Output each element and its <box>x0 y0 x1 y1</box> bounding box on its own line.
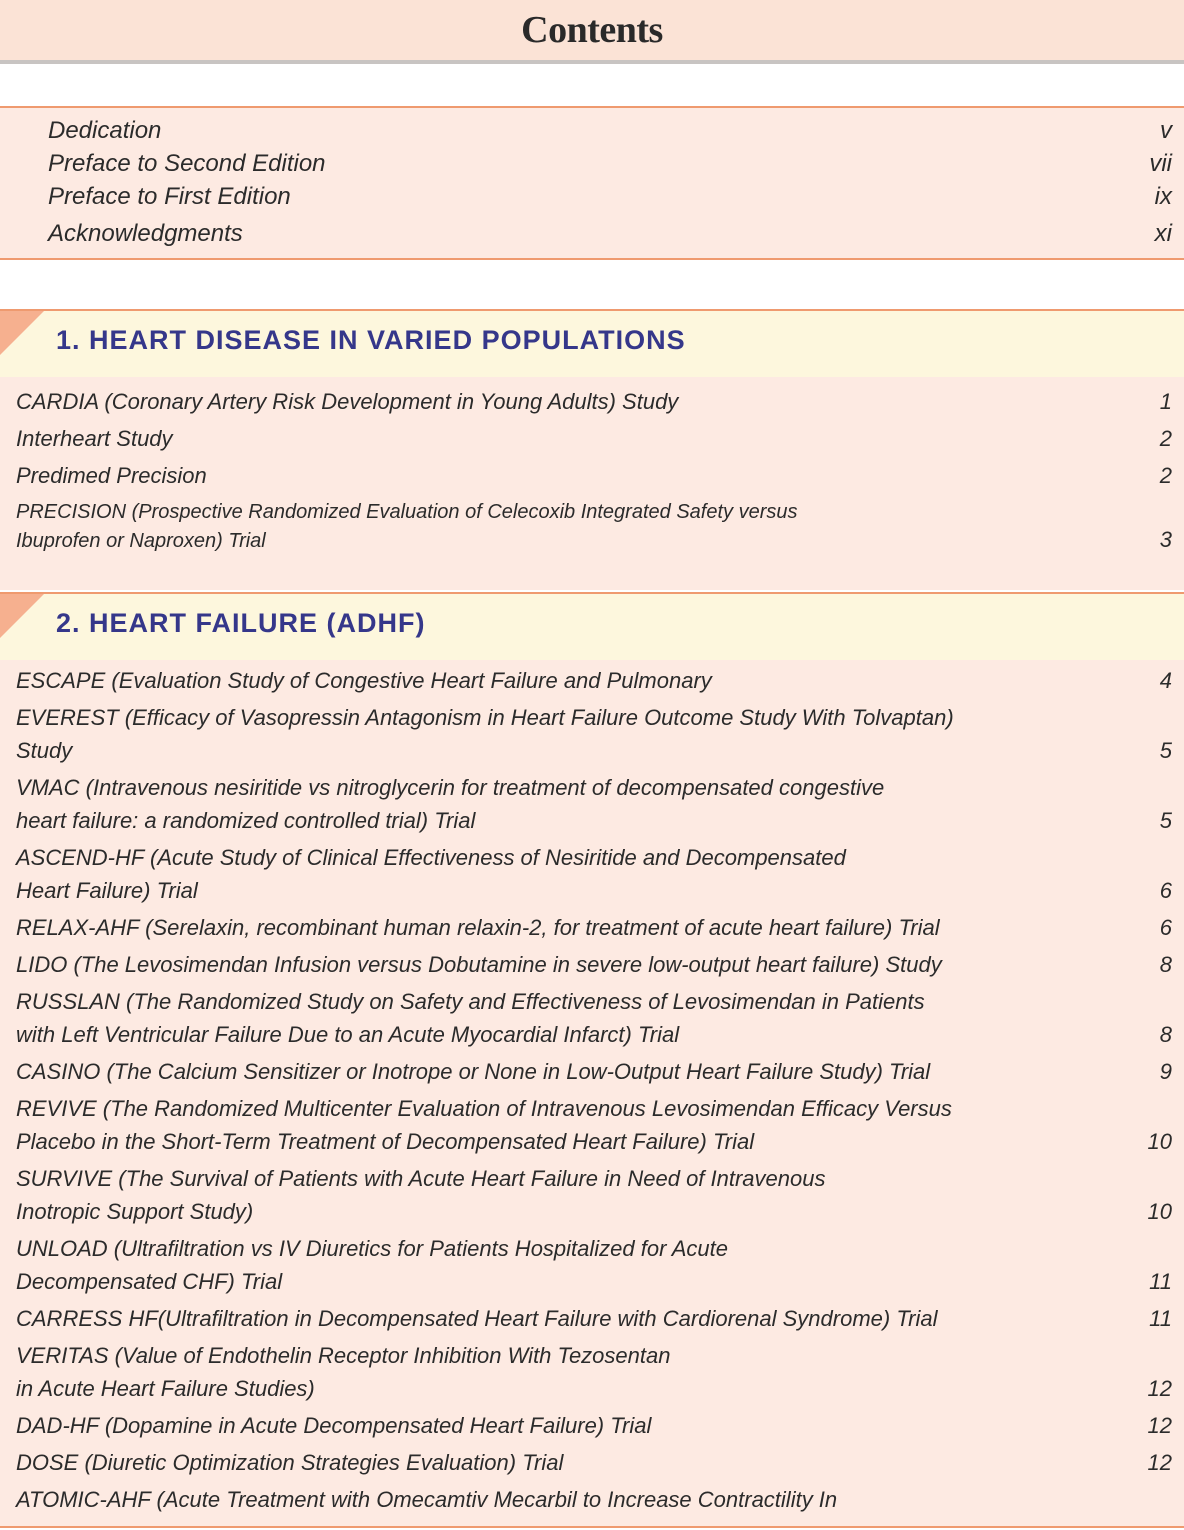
entry-page: v <box>1160 117 1172 144</box>
entry-title-line: PRECISION (Prospective Randomized Evaluation of Celecoxib Integrated Safety versus <box>16 501 798 523</box>
corner-triangle <box>0 311 44 355</box>
corner-triangle <box>0 594 44 638</box>
entry-page: xi <box>1154 220 1172 247</box>
entry-title-line: ESCAPE (Evaluation Study of Congestive Heart Failure and Pulmonary <box>16 668 712 693</box>
toc-entry[interactable] <box>0 948 1184 981</box>
section-title[interactable]: 2. HEART FAILURE (ADHF) <box>56 608 426 638</box>
toc-entry[interactable] <box>0 1483 1184 1516</box>
entry-title-line: Decompensated CHF) Trial <box>16 1269 283 1294</box>
entry-page: 1 <box>1159 389 1172 414</box>
toc-entry[interactable] <box>0 1302 1184 1335</box>
entry-title-line: CASINO (The Calcium Sensitizer or Inotrope or None in Low-Output Heart Failure Study) Trial <box>16 1059 931 1084</box>
entry-title-line: VMAC (Intravenous nesiritide vs nitroglycerin for treatment of decompensated congestive <box>16 775 885 800</box>
toc-entry[interactable] <box>0 1409 1184 1442</box>
entry-page: 4 <box>1159 668 1172 693</box>
toc-entry[interactable] <box>0 1092 1184 1158</box>
toc-entry[interactable] <box>0 385 1184 418</box>
toc-entry[interactable] <box>0 180 1184 213</box>
entry-title-line: CARRESS HF(Ultrafiltration in Decompensated Heart Failure with Cardiorenal Syndrome) Trial <box>16 1306 938 1331</box>
toc-entry[interactable] <box>0 422 1184 455</box>
toc-entry[interactable] <box>0 217 1184 250</box>
toc-entry[interactable] <box>0 664 1184 697</box>
section-entries <box>0 660 1184 1528</box>
entry-title-line: SURVIVE (The Survival of Patients with Acute Heart Failure in Need of Intravenous <box>16 1166 826 1191</box>
entry-title-line: heart failure: a randomized controlled trial) Trial <box>16 808 476 833</box>
entry-page: 11 <box>1149 1269 1172 1294</box>
toc-entry[interactable] <box>0 1446 1184 1479</box>
entry-page: 5 <box>1159 808 1172 833</box>
toc-entry[interactable] <box>0 1055 1184 1088</box>
section-heading <box>0 592 1184 660</box>
entry-page: 12 <box>1147 1376 1172 1401</box>
entry-title-line: with Left Ventricular Failure Due to an Acute Myocardial Infarct) Trial <box>16 1022 680 1047</box>
entry-title-line: LIDO (The Levosimendan Infusion versus Dobutamine in severe low-output heart failure) Study <box>16 952 942 977</box>
entry-title-line: Interheart Study <box>16 426 173 451</box>
entry-page: 5 <box>1159 738 1172 763</box>
entry-title-line: Heart Failure) Trial <box>16 878 198 903</box>
entry-title-line: Placebo in the Short-Term Treatment of Decompensated Heart Failure) Trial <box>16 1129 755 1154</box>
entry-title: Preface to First Edition <box>48 183 291 210</box>
entry-page: 6 <box>1159 878 1172 903</box>
entry-title-line: RUSSLAN (The Randomized Study on Safety and Effectiveness of Levosimendan in Patients <box>16 989 925 1014</box>
toc-entry[interactable] <box>0 701 1184 767</box>
entry-title-line: in Acute Heart Failure Studies) <box>16 1376 315 1401</box>
entry-title-line: REVIVE (The Randomized Multicenter Evaluation of Intravenous Levosimendan Efficacy Versus <box>16 1096 952 1121</box>
toc-entry[interactable] <box>0 1232 1184 1298</box>
entry-title-line: DAD-HF (Dopamine in Acute Decompensated Heart Failure) Trial <box>16 1413 652 1438</box>
entry-title-line: DOSE (Diuretic Optimization Strategies Evaluation) Trial <box>16 1450 564 1475</box>
entry-title-line: Predimed Precision <box>16 463 207 488</box>
entry-page: 10 <box>1147 1199 1172 1224</box>
toc-entry[interactable] <box>0 841 1184 907</box>
front-matter <box>0 106 1184 260</box>
entry-page: 12 <box>1147 1450 1172 1475</box>
entry-title-line: Study <box>16 738 73 763</box>
entry-page: 8 <box>1159 952 1172 977</box>
toc-entry[interactable] <box>0 459 1184 492</box>
entry-title: Preface to Second Edition <box>48 150 326 177</box>
entry-page: 10 <box>1147 1129 1172 1154</box>
toc-entry[interactable] <box>0 1162 1184 1228</box>
toc-entry[interactable] <box>0 771 1184 837</box>
contents-header <box>0 0 1184 64</box>
entry-title: Dedication <box>48 117 162 144</box>
page-title: Contents <box>521 9 663 51</box>
entry-page: 8 <box>1159 1022 1172 1047</box>
entry-title-line: UNLOAD (Ultrafiltration vs IV Diuretics for Patients Hospitalized for Acute <box>16 1236 728 1261</box>
toc-entry[interactable] <box>0 1339 1184 1405</box>
entry-page: ix <box>1154 183 1172 210</box>
entry-title-line: ATOMIC-AHF (Acute Treatment with Omecamtiv Mecarbil to Increase Contractility In <box>16 1487 838 1512</box>
entry-title-line: CARDIA (Coronary Artery Risk Development in Young Adults) Study <box>16 389 679 414</box>
entry-title-line: RELAX-AHF (Serelaxin, recombinant human relaxin-2, for treatment of acute heart failure) Trial <box>16 915 940 940</box>
entry-title-line: VERITAS (Value of Endothelin Receptor Inhibition With Tezosentan <box>16 1343 671 1368</box>
toc-entry[interactable] <box>0 911 1184 944</box>
toc-entry[interactable] <box>0 985 1184 1051</box>
toc-entry[interactable] <box>0 498 1184 556</box>
section-entries <box>0 377 1184 590</box>
toc-entry[interactable] <box>0 114 1184 147</box>
entry-title-line: Ibuprofen or Naproxen) Trial <box>16 530 266 552</box>
entry-page: 6 <box>1159 915 1172 940</box>
entry-title-line: Inotropic Support Study) <box>16 1199 254 1224</box>
section-2 <box>0 592 1184 1528</box>
entry-page: 9 <box>1159 1059 1172 1084</box>
section-title[interactable]: 1. HEART DISEASE IN VARIED POPULATIONS <box>56 325 686 355</box>
entry-page: 11 <box>1149 1306 1172 1331</box>
entry-page: 3 <box>1159 527 1172 552</box>
entry-title-line: EVEREST (Efficacy of Vasopressin Antagonism in Heart Failure Outcome Study With Tolvaptan) <box>16 705 954 730</box>
section-heading <box>0 309 1184 377</box>
toc-entry[interactable] <box>0 147 1184 180</box>
entry-title-line: ASCEND-HF (Acute Study of Clinical Effectiveness of Nesiritide and Decompensated <box>16 845 846 870</box>
entry-page: vii <box>1149 150 1172 177</box>
entry-title: Acknowledgments <box>48 220 243 247</box>
entry-page: 12 <box>1147 1413 1172 1438</box>
section-1 <box>0 309 1184 590</box>
entry-page: 2 <box>1159 463 1172 488</box>
entry-page: 2 <box>1159 426 1172 451</box>
